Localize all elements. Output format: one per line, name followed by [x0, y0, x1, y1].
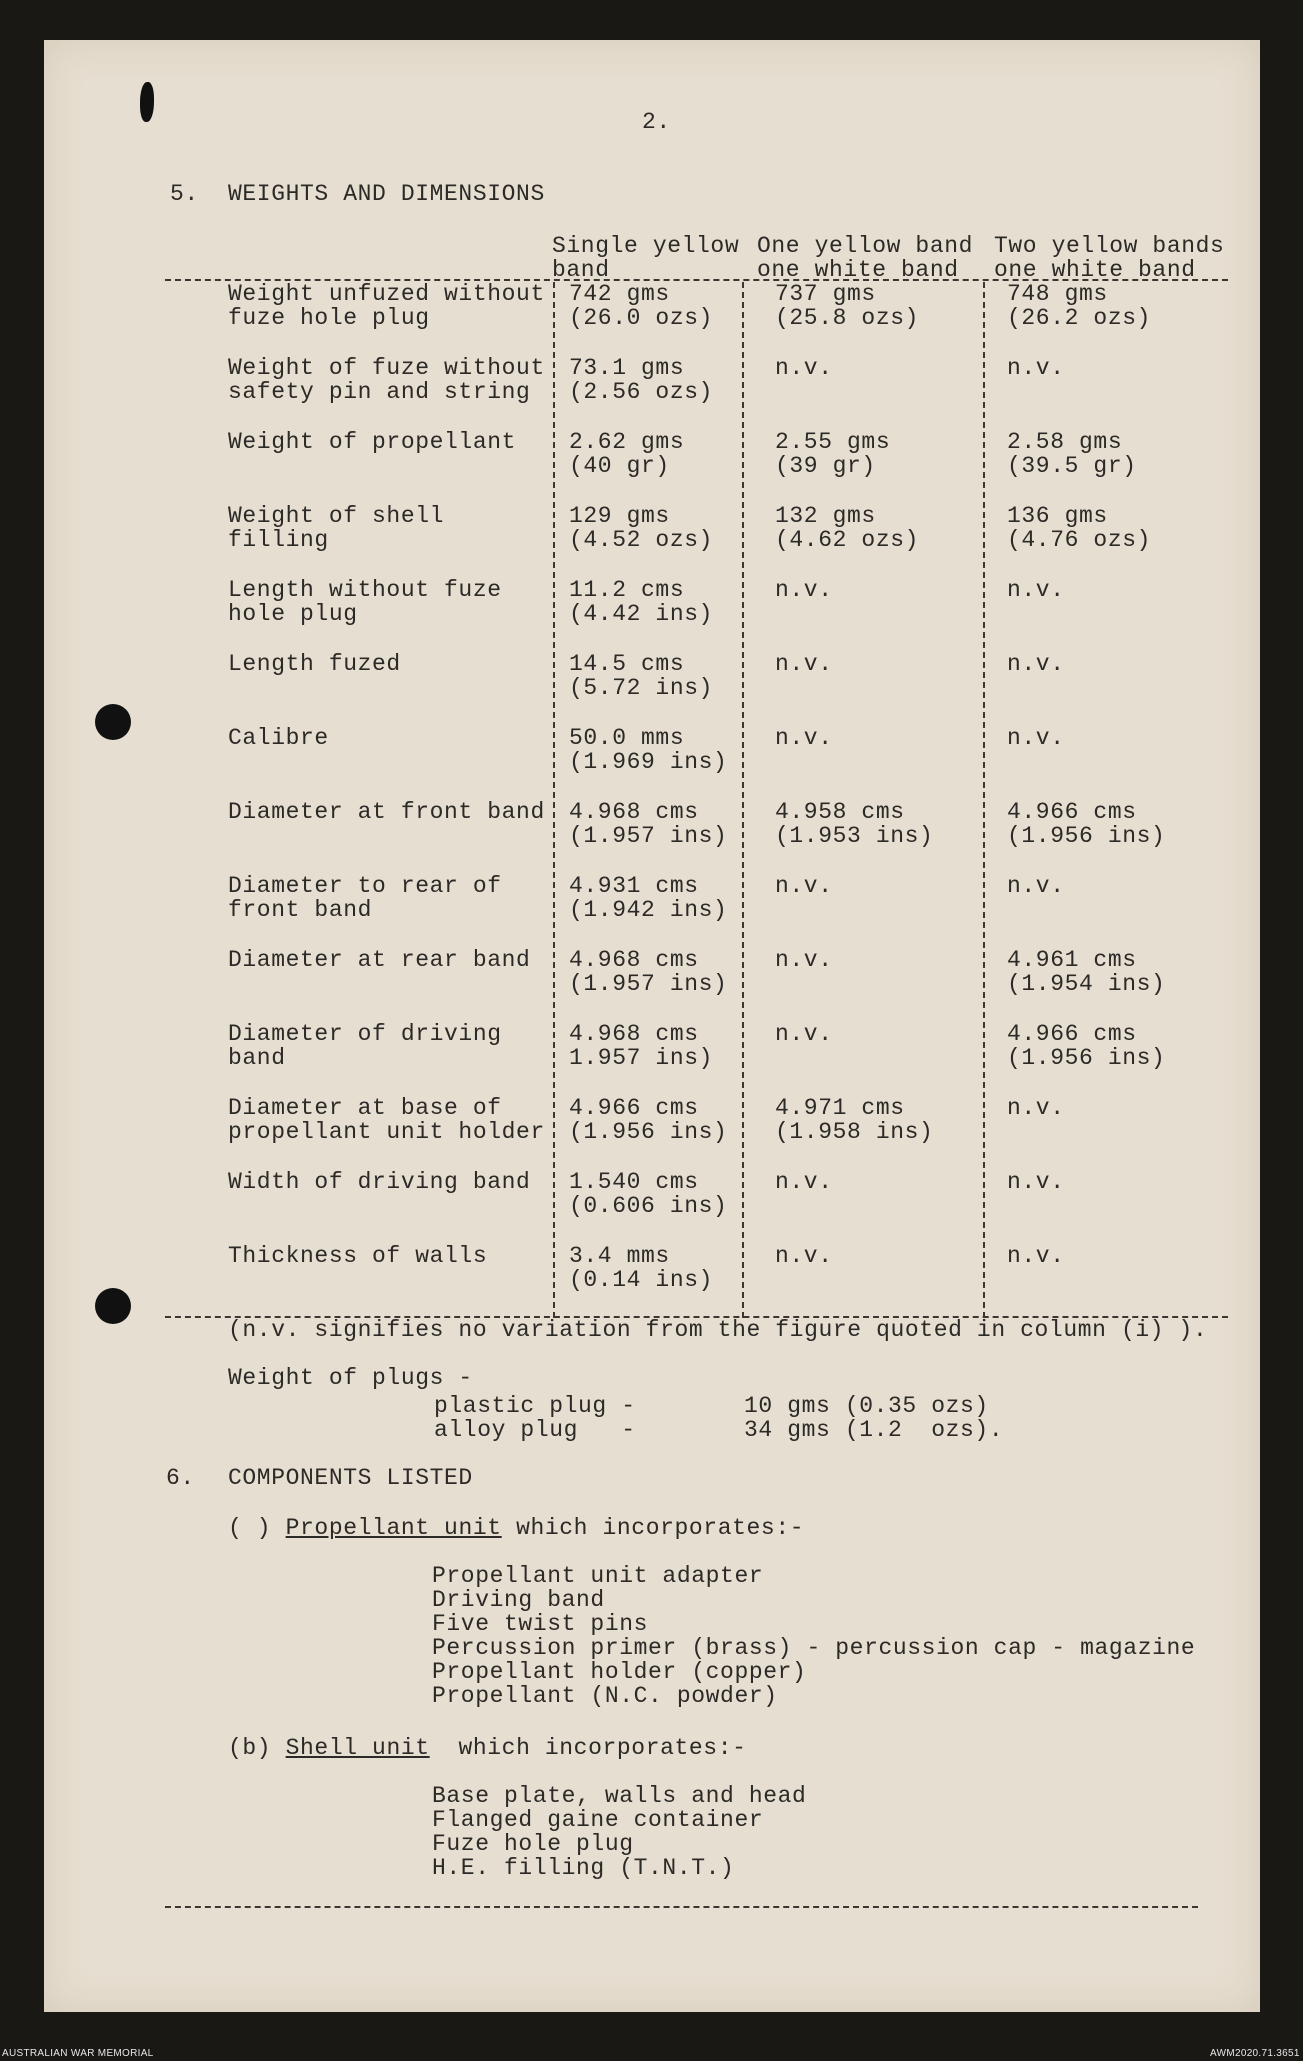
component-b-prefix: (b) — [228, 1735, 272, 1761]
table-cell: n.v. — [775, 1169, 833, 1195]
list-item: Propellant (N.C. powder) — [432, 1683, 778, 1709]
table-cell: 4.971 cms — [775, 1095, 905, 1121]
table-cell: (5.72 ins) — [569, 675, 714, 701]
table-cell: (2.56 ozs) — [569, 379, 714, 405]
table-cell: n.v. — [1007, 1095, 1065, 1121]
row-label: Weight unfuzed without — [228, 281, 545, 307]
table-cell: n.v. — [1007, 355, 1065, 381]
section-5-number: 5. — [170, 181, 199, 207]
component-b-rest: which incorporates:- — [458, 1735, 747, 1761]
ink-mark — [140, 82, 154, 122]
table-cell: 4.966 cms — [1007, 1021, 1137, 1047]
table-cell: (0.606 ins) — [569, 1193, 728, 1219]
footer-right: AWM2020.71.3651 — [1210, 2048, 1300, 2059]
list-item: Base plate, walls and head — [432, 1783, 807, 1809]
table-cell: n.v. — [775, 873, 833, 899]
table-cell: n.v. — [1007, 577, 1065, 603]
row-label: Width of driving band — [228, 1169, 531, 1195]
table-cell: 2.62 gms — [569, 429, 685, 455]
section-6-number: 6. — [166, 1465, 195, 1491]
table-cell: n.v. — [775, 947, 833, 973]
table-cell: (26.0 ozs) — [569, 305, 714, 331]
table-cell: (4.42 ins) — [569, 601, 714, 627]
table-cell: (1.969 ins) — [569, 749, 728, 775]
row-label: Length without fuze — [228, 577, 502, 603]
table-cell: n.v. — [1007, 651, 1065, 677]
row-label: Calibre — [228, 725, 329, 751]
table-cell: n.v. — [1007, 725, 1065, 751]
section-5-heading: WEIGHTS AND DIMENSIONS — [228, 181, 545, 207]
table-cell: 4.968 cms — [569, 947, 699, 973]
table-cell: (1.956 ins) — [569, 1119, 728, 1145]
table-cell: n.v. — [775, 355, 833, 381]
table-cell: n.v. — [1007, 873, 1065, 899]
list-item: Flanged gaine container — [432, 1807, 764, 1833]
plugs-label: Weight of plugs - — [228, 1365, 473, 1391]
plug-value-plastic: 10 gms (0.35 ozs) — [744, 1393, 989, 1419]
row-label: Diameter at front band — [228, 799, 545, 825]
row-label: Length fuzed — [228, 651, 401, 677]
component-b-title: Shell unit — [285, 1735, 430, 1761]
table-cell: n.v. — [775, 725, 833, 751]
row-label: band — [228, 1045, 286, 1071]
table-cell: 4.968 cms — [569, 799, 699, 825]
table-cell: 132 gms — [775, 503, 876, 529]
row-label: Weight of propellant — [228, 429, 517, 455]
table-cell: 2.58 gms — [1007, 429, 1123, 455]
column-divider-1 — [553, 282, 555, 1318]
table-cell: 4.931 cms — [569, 873, 699, 899]
table-cell: 737 gms — [775, 281, 876, 307]
table-cell: 4.961 cms — [1007, 947, 1137, 973]
column-divider-2 — [742, 282, 744, 1318]
row-label: filling — [228, 527, 329, 553]
table-cell: 11.2 cms — [569, 577, 685, 603]
table-cell: (39 gr) — [775, 453, 876, 479]
table-note: (n.v. signifies no variation from the figure quoted in column (i) ). — [228, 1317, 1208, 1343]
table-cell: (1.958 ins) — [775, 1119, 934, 1145]
row-label: Diameter at rear band — [228, 947, 531, 973]
section-6-heading: COMPONENTS LISTED — [228, 1465, 473, 1491]
component-a-heading — [228, 1516, 804, 1540]
component-a-title: Propellant unit — [285, 1515, 502, 1541]
row-label: Weight of fuze without — [228, 355, 545, 381]
table-cell: (0.14 ins) — [569, 1267, 714, 1293]
row-label: propellant unit holder — [228, 1119, 545, 1145]
table-cell: 14.5 cms — [569, 651, 685, 677]
table-cell: n.v. — [775, 651, 833, 677]
table-cell: (1.956 ins) — [1007, 1045, 1166, 1071]
list-item: Propellant holder (copper) — [432, 1659, 807, 1685]
table-cell: 748 gms — [1007, 281, 1108, 307]
column-divider-3 — [983, 282, 985, 1318]
table-cell: (4.52 ozs) — [569, 527, 714, 553]
table-cell: 4.968 cms — [569, 1021, 699, 1047]
row-label: Weight of shell — [228, 503, 445, 529]
table-cell: n.v. — [1007, 1243, 1065, 1269]
list-item: H.E. filling (T.N.T.) — [432, 1855, 735, 1881]
table-cell: (1.957 ins) — [569, 823, 728, 849]
table-cell: n.v. — [775, 577, 833, 603]
punch-hole-bottom — [95, 1288, 131, 1324]
list-item: Propellant unit adapter — [432, 1563, 764, 1589]
plug-value-alloy: 34 gms (1.2 ozs). — [744, 1417, 1004, 1443]
table-cell: 1.540 cms — [569, 1169, 699, 1195]
table-cell: (25.8 ozs) — [775, 305, 920, 331]
table-cell: (4.76 ozs) — [1007, 527, 1152, 553]
col-header-1: Single yellow band — [552, 233, 740, 283]
table-cell: (1.957 ins) — [569, 971, 728, 997]
component-b-heading — [228, 1736, 747, 1760]
table-cell: (1.953 ins) — [775, 823, 934, 849]
table-cell: n.v. — [775, 1243, 833, 1269]
row-label: safety pin and string — [228, 379, 531, 405]
list-item: Driving band — [432, 1587, 605, 1613]
row-label: Diameter to rear of — [228, 873, 502, 899]
table-cell: 3.4 mms — [569, 1243, 670, 1269]
list-item: Five twist pins — [432, 1611, 649, 1637]
table-cell: (40 gr) — [569, 453, 670, 479]
component-a-prefix: ( ) — [228, 1515, 272, 1541]
table-cell: 4.958 cms — [775, 799, 905, 825]
table-cell: (39.5 gr) — [1007, 453, 1137, 479]
component-a-rest: which incorporates:- — [516, 1515, 805, 1541]
row-label: Thickness of walls — [228, 1243, 488, 1269]
footer-left: AUSTRALIAN WAR MEMORIAL — [2, 2048, 154, 2059]
list-item: Percussion primer (brass) - percussion cap - magazine — [432, 1635, 1196, 1661]
table-cell: 136 gms — [1007, 503, 1108, 529]
page-number: 2. — [642, 109, 671, 135]
row-label: hole plug — [228, 601, 358, 627]
table-cell: 129 gms — [569, 503, 670, 529]
table-cell: 742 gms — [569, 281, 670, 307]
plug-name-alloy: alloy plug - — [434, 1417, 636, 1443]
punch-hole-top — [95, 704, 131, 740]
row-label: Diameter at base of — [228, 1095, 502, 1121]
table-cell: 50.0 mms — [569, 725, 685, 751]
page-end-rule — [165, 1906, 1198, 1908]
row-label: fuze hole plug — [228, 305, 430, 331]
col-header-2: One yellow band one white band — [757, 233, 974, 283]
table-cell: (1.942 ins) — [569, 897, 728, 923]
table-cell: 4.966 cms — [1007, 799, 1137, 825]
row-label: Diameter of driving — [228, 1021, 502, 1047]
table-cell: n.v. — [1007, 1169, 1065, 1195]
table-cell: (1.956 ins) — [1007, 823, 1166, 849]
table-cell: n.v. — [775, 1021, 833, 1047]
table-cell: 1.957 ins) — [569, 1045, 714, 1071]
table-cell: 4.966 cms — [569, 1095, 699, 1121]
row-label: front band — [228, 897, 373, 923]
col-header-3: Two yellow bands one white band — [994, 233, 1225, 283]
table-cell: 2.55 gms — [775, 429, 891, 455]
table-cell: (1.954 ins) — [1007, 971, 1166, 997]
plug-name-plastic: plastic plug - — [434, 1393, 636, 1419]
table-cell: 73.1 gms — [569, 355, 685, 381]
table-cell: (26.2 ozs) — [1007, 305, 1152, 331]
table-cell: (4.62 ozs) — [775, 527, 920, 553]
list-item: Fuze hole plug — [432, 1831, 634, 1857]
